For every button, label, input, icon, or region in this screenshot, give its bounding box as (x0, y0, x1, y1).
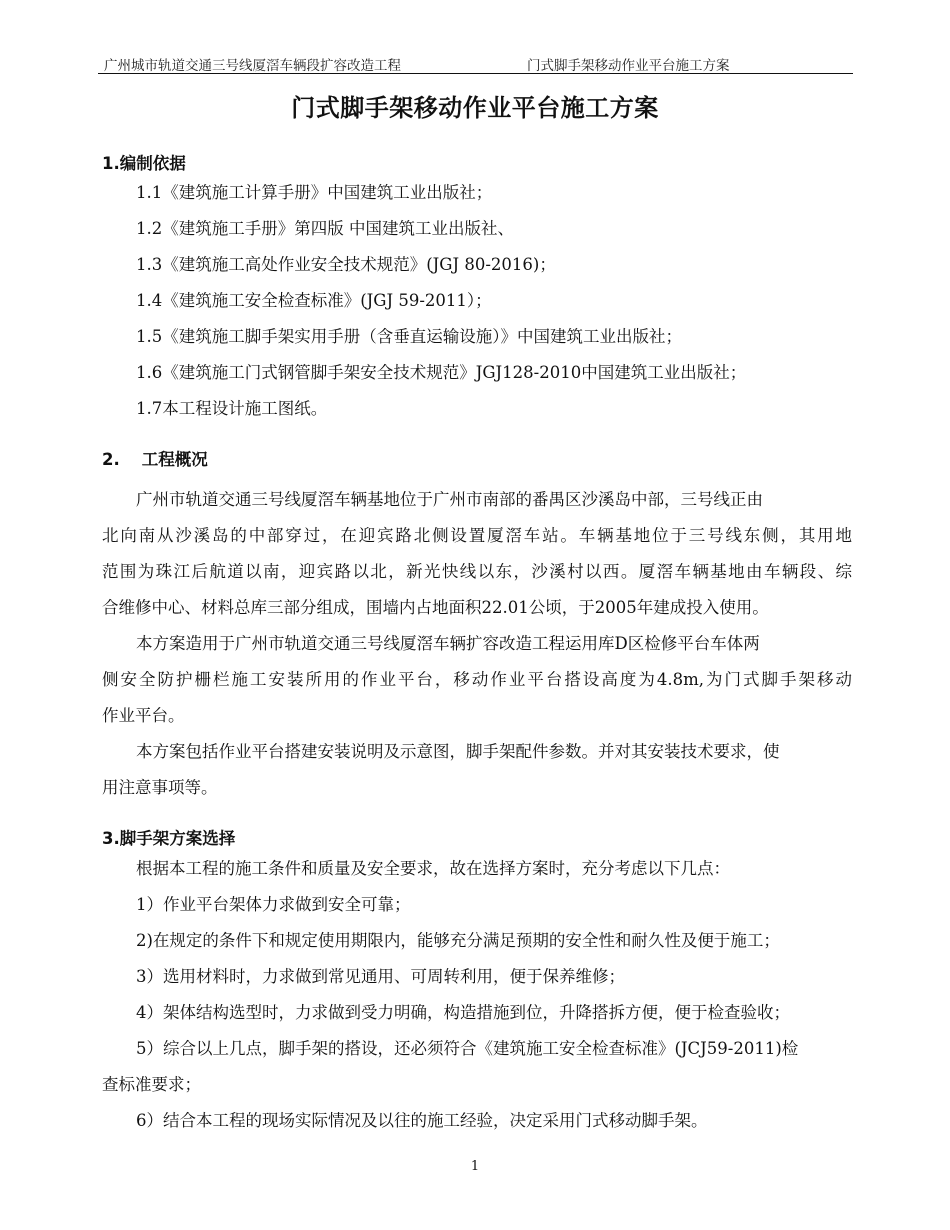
section-title: 工程概况 (141, 450, 208, 469)
list-item: 4）架体结构选型时，力求做到受力明确，构造措施到位，升降搭拆方便，便于检查验收； (136, 1003, 790, 1022)
list-item: 3）选用材料时，力求做到常见通用、可周转利用，便于保养维修； (136, 967, 625, 986)
paragraph-line: 作业平台。 (102, 706, 185, 725)
reference-item: 1.3《建筑施工高处作业安全技术规范》(JGJ 80-2016)； (136, 255, 556, 274)
section-heading-overview (102, 446, 208, 470)
reference-item: 1.6《建筑施工门式钢管脚手架安全技术规范》JGJ128-2010中国建筑工业出版社； (136, 363, 747, 382)
paragraph-line: 本方案造用于广州市轨道交通三号线厦滘车辆扩容改造工程运用库D区检修平台车体两 (136, 634, 760, 653)
paragraph-line: 广州市轨道交通三号线厦滘车辆基地位于广州市南部的番禺区沙溪岛中部，三号线正由 (136, 490, 763, 509)
paragraph-line: 用注意事项等。 (102, 778, 218, 797)
reference-item: 1.7本工程设计施工图纸。 (136, 399, 328, 418)
list-item: 1）作业平台架体力求做到安全可靠； (136, 895, 411, 914)
running-header-project: 广州城市轨道交通三号线厦滘车辆段扩容改造工程 (104, 58, 401, 74)
running-header-doc-title: 门式脚手架移动作业平台施工方案 (527, 58, 730, 74)
paragraph-line: 侧安全防护栅栏施工安装所用的作业平台，移动作业平台搭设高度为4.8m,为门式脚手架移动 (102, 670, 852, 689)
list-item: 2)在规定的条件下和规定使用期限内，能够充分满足预期的安全性和耐久性及便于施工； (136, 931, 780, 950)
reference-item: 1.1《建筑施工计算手册》中国建筑工业出版社； (136, 183, 493, 202)
paragraph-line: 根据本工程的施工条件和质量及安全要求，故在选择方案时，充分考虑以下几点： (136, 859, 730, 878)
list-item-continuation: 查标准要求； (102, 1075, 201, 1094)
reference-item: 1.5《建筑施工脚手架实用手册（含垂直运输设施）》中国建筑工业出版社； (136, 327, 682, 346)
section-heading-scaffold-selection: 3.脚手架方案选择 (102, 829, 236, 848)
reference-item: 1.2《建筑施工手册》第四版 中国建筑工业出版社、 (136, 219, 514, 238)
list-item: 6）结合本工程的现场实际情况及以往的施工经验，决定采用门式移动脚手架。 (136, 1111, 708, 1130)
paragraph-line: 本方案包括作业平台搭建安装说明及示意图，脚手架配件参数。并对其安装技术要求，使 (136, 742, 780, 761)
list-item: 5）综合以上几点，脚手架的搭设，还必须符合《建筑施工安全检查标准》(JCJ59-2011)检 (136, 1039, 799, 1058)
header-divider (98, 73, 853, 74)
paragraph-line: 范围为珠江后航道以南，迎宾路以北，新光快线以东，沙溪村以西。厦滘车辆基地由车辆段、综 (102, 562, 852, 581)
section-number: 2. (102, 450, 120, 469)
reference-item: 1.4《建筑施工安全检查标准》(JGJ 59-2011）； (136, 291, 492, 310)
paragraph-line: 合维修中心、材料总库三部分组成，围墙内占地面积22.01公顷，于2005年建成投入使用。 (102, 598, 769, 617)
paragraph-line: 北向南从沙溪岛的中部穿过，在迎宾路北侧设置厦滘车站。车辆基地位于三号线东侧，其用地 (102, 526, 852, 545)
section-heading-basis: 1.编制依据 (102, 154, 186, 173)
document-title: 门式脚手架移动作业平台施工方案 (291, 94, 659, 122)
page-number: 1 (470, 1159, 480, 1174)
